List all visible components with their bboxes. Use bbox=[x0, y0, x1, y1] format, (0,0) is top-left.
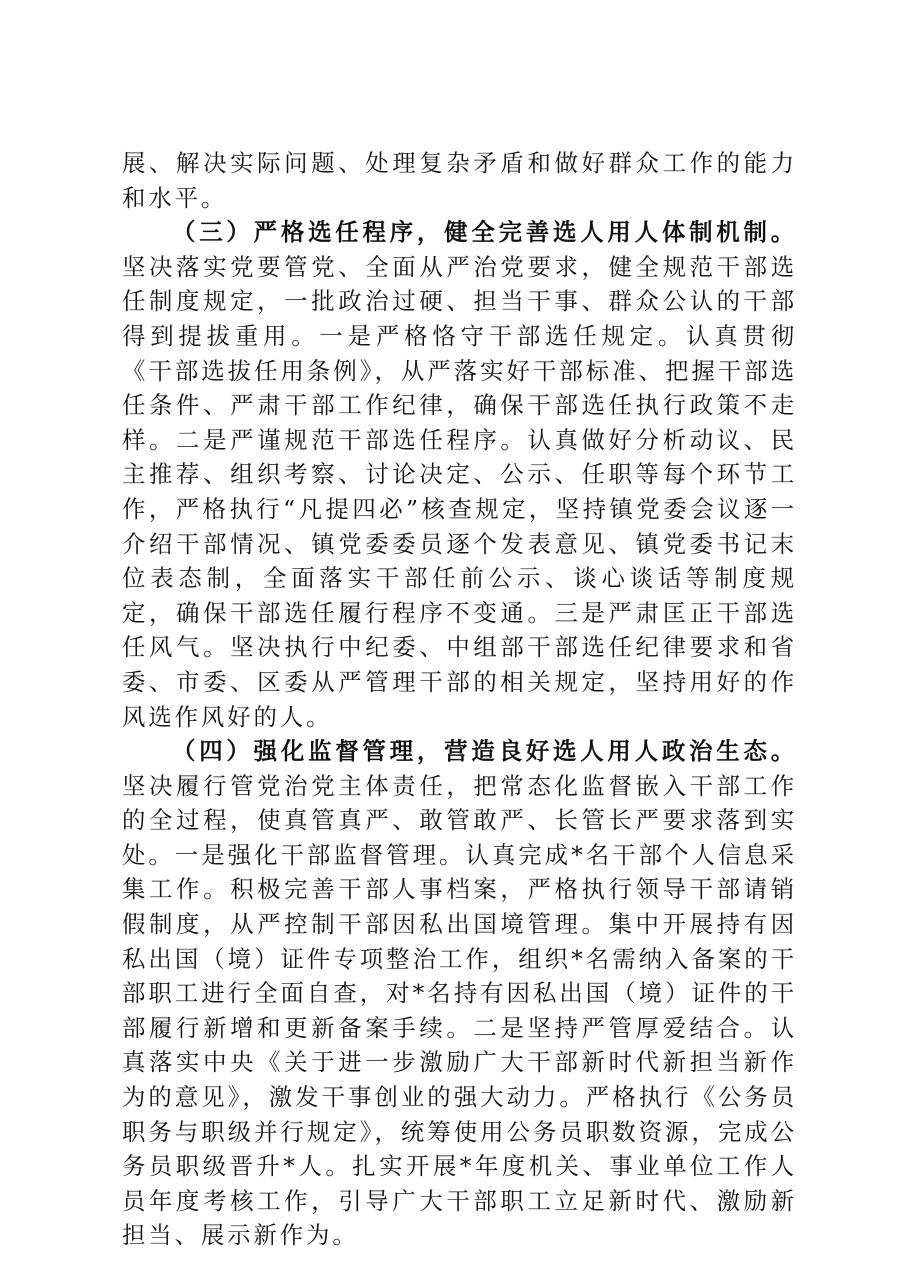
paragraph-section-3 bbox=[122, 215, 797, 734]
section-heading-3: （三）严格选任程序，健全完善选人用人体制机制。 bbox=[172, 218, 797, 247]
paragraph-text: 展、解决实际问题、处理复杂矛盾和做好群众工作的能力和水平。 bbox=[122, 149, 797, 212]
paragraph-text: 坚决履行管党治党主体责任，把常态化监督嵌入干部工作的全过程，使真管真严、敢管敢严、长管长严要求落到实处。一是强化干部监督管理。认真完成*名干部个人信息采集工作。积极完善干部人事档案，严格执行领导干部请销假制度，从严控制干部因私出国境管理。集中开展持有因私出国（境）证件专项整治工作，组织*名需纳入备案的干部职工进行全面自查，对*名持有因私出国（境）证件的干部履行新增和更新备案手续。二是坚持严管厚爱结合。认真落实中央《关于进一步激励广大干部新时代新担当新作为的意见》，激发干事创业的强大动力。严格执行《公务员职务与职级并行规定》，统筹使用公务员职数资源，完成公务员职级晋升*人。扎实开展*年度机关、事业单位工作人员年度考核工作，引导广大干部职工立足新时代、激励新担当、展示新作为。 bbox=[122, 771, 797, 1250]
paragraph-section-4 bbox=[122, 734, 797, 1253]
paragraph-continuation bbox=[122, 146, 797, 215]
document-body bbox=[122, 146, 797, 1253]
paragraph-text: 坚决落实党要管党、全面从严治党要求，健全规范干部选任制度规定，一批政治过硬、担当干事、群众公认的干部得到提拔重用。一是严格恪守干部选任规定。认真贯彻《干部选拔任用条例》，从严落实好干部标准、把握干部选任条件、严肃干部工作纪律，确保干部选任执行政策不走样。二是严谨规范干部选任程序。认真做好分析动议、民主推荐、组织考察、讨论决定、公示、任职等每个环节工作，严格执行“凡提四必”核查规定，坚持镇党委会议逐一介绍干部情况、镇党委委员逐个发表意见、镇党委书记末位表态制，全面落实干部任前公示、谈心谈话等制度规定，确保干部选任履行程序不变通。三是严肃匡正干部选任风气。坚决执行中纪委、中组部干部选任纪律要求和省委、市委、区委从严管理干部的相关规定，坚持用好的作风选作风好的人。 bbox=[122, 252, 797, 731]
section-heading-4: （四）强化监督管理，营造良好选人用人政治生态。 bbox=[172, 737, 797, 766]
